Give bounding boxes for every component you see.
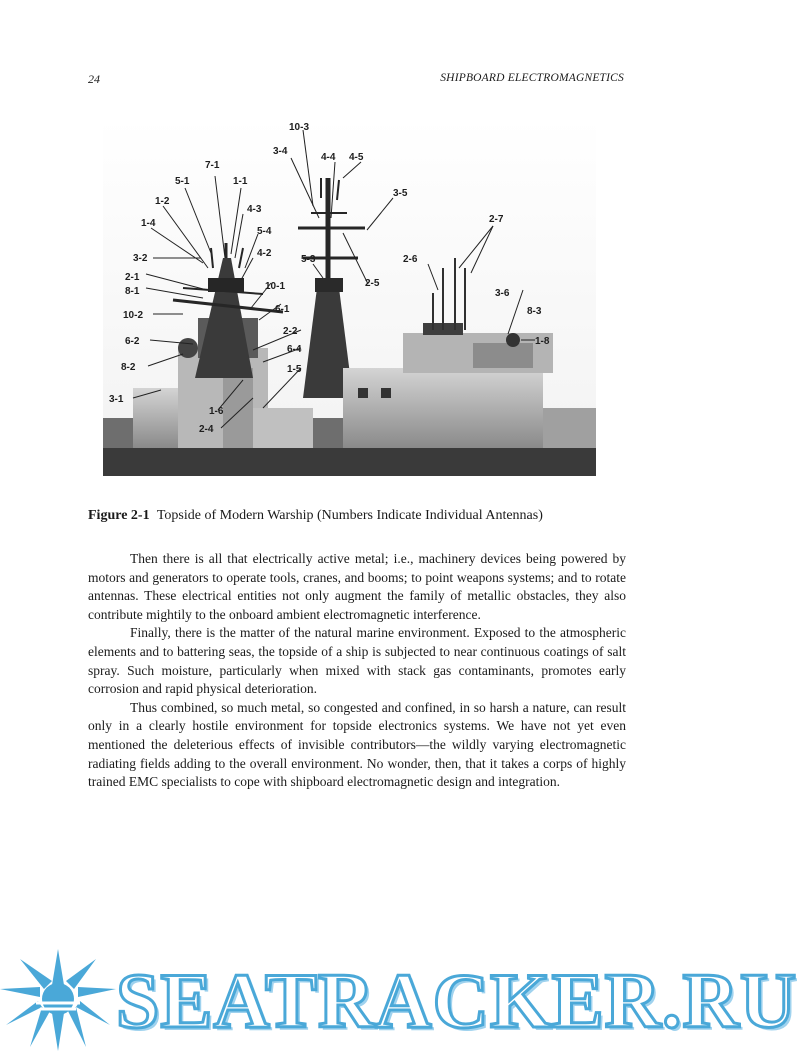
callout-10-1: 10-1 — [265, 281, 286, 292]
callout-8-2: 8-2 — [121, 362, 136, 373]
callout-2-4: 2-4 — [199, 424, 214, 435]
running-title: SHIPBOARD ELECTROMAGNETICS — [440, 72, 624, 84]
page-number: 24 — [88, 72, 100, 86]
callout-10-2: 10-2 — [123, 310, 144, 321]
figure-caption — [88, 508, 648, 524]
paragraph: Thus combined, so much metal, so congested and confined, in so harsh a nature, can result only in a clearly hostile environment for topside electronics systems. We have not yet even mentioned the deleterious effects of invisible contributors—the wildly varying electromagnetic radiating fields adding to the overall environment. No wonder, then, that it takes a corps of highly trained EMC specialists to cope with shipboard electromagnetic design and integration. — [88, 699, 626, 790]
watermark-text: SEATRACKER.RU — [116, 957, 797, 1044]
callout-3-1: 3-1 — [109, 394, 124, 405]
callout-4-3: 4-3 — [247, 204, 262, 215]
callout-7-1: 7-1 — [205, 160, 220, 171]
callout-1-2: 1-2 — [155, 196, 170, 207]
callout-3-2: 3-2 — [133, 253, 148, 264]
callout-10-3: 10-3 — [289, 122, 310, 133]
callout-1-4: 1-4 — [141, 218, 156, 229]
callout-6-1: 6-1 — [275, 304, 290, 315]
callout-5-4: 5-4 — [257, 226, 272, 237]
callout-4-5: 4-5 — [349, 152, 364, 163]
figure-caption-text: Topside of Modern Warship (Numbers Indicate Individual Antennas) — [156, 508, 543, 523]
callout-8-3: 8-3 — [527, 306, 542, 317]
watermark — [0, 945, 797, 1052]
body-text — [88, 550, 626, 792]
callout-1-6: 1-6 — [209, 406, 224, 417]
callout-3-5: 3-5 — [393, 188, 408, 199]
warship-photo — [103, 118, 596, 476]
warship-figure — [103, 118, 596, 476]
callout-2-5: 2-5 — [365, 278, 380, 289]
callout-5-3: 5-3 — [301, 254, 316, 265]
callout-6-4: 6-4 — [287, 344, 302, 355]
deck-shadow — [103, 444, 596, 476]
callout-8-1: 8-1 — [125, 286, 140, 297]
sun-logo-icon — [0, 945, 120, 1052]
callout-5-1: 5-1 — [175, 176, 190, 187]
callout-4-4: 4-4 — [321, 152, 336, 163]
paragraph: Then there is all that electrically active metal; i.e., machinery devices being powered by motors and generators to operate tools, cranes, and booms; to point weapons systems; and to rotate antennas. These electrical entities not only augment the family of metallic obstacles, they also contribute mightily to the onboard ambient electromagnetic interference. — [88, 551, 626, 622]
callout-1-5: 1-5 — [287, 364, 302, 375]
callout-1-8: 1-8 — [535, 336, 550, 347]
callout-1-1: 1-1 — [233, 176, 248, 187]
callout-2-7: 2-7 — [489, 214, 504, 225]
callout-2-2: 2-2 — [283, 326, 298, 337]
callout-3-6: 3-6 — [495, 288, 510, 299]
callout-6-2: 6-2 — [125, 336, 140, 347]
paragraph: Finally, there is the matter of the natural marine environment. Exposed to the atmospheric elements and to battering seas, the topside of a ship is subjected to near continuous coatings of salt spray. Such moisture, particularly when mixed with stack gas contaminants, promotes early corrosion and rapid physical deterioration. — [88, 625, 626, 697]
callout-4-2: 4-2 — [257, 248, 272, 259]
callout-3-4: 3-4 — [273, 146, 288, 157]
figure-label: Figure 2-1 — [88, 508, 150, 523]
callout-2-6: 2-6 — [403, 254, 418, 265]
callout-2-1: 2-1 — [125, 272, 140, 283]
